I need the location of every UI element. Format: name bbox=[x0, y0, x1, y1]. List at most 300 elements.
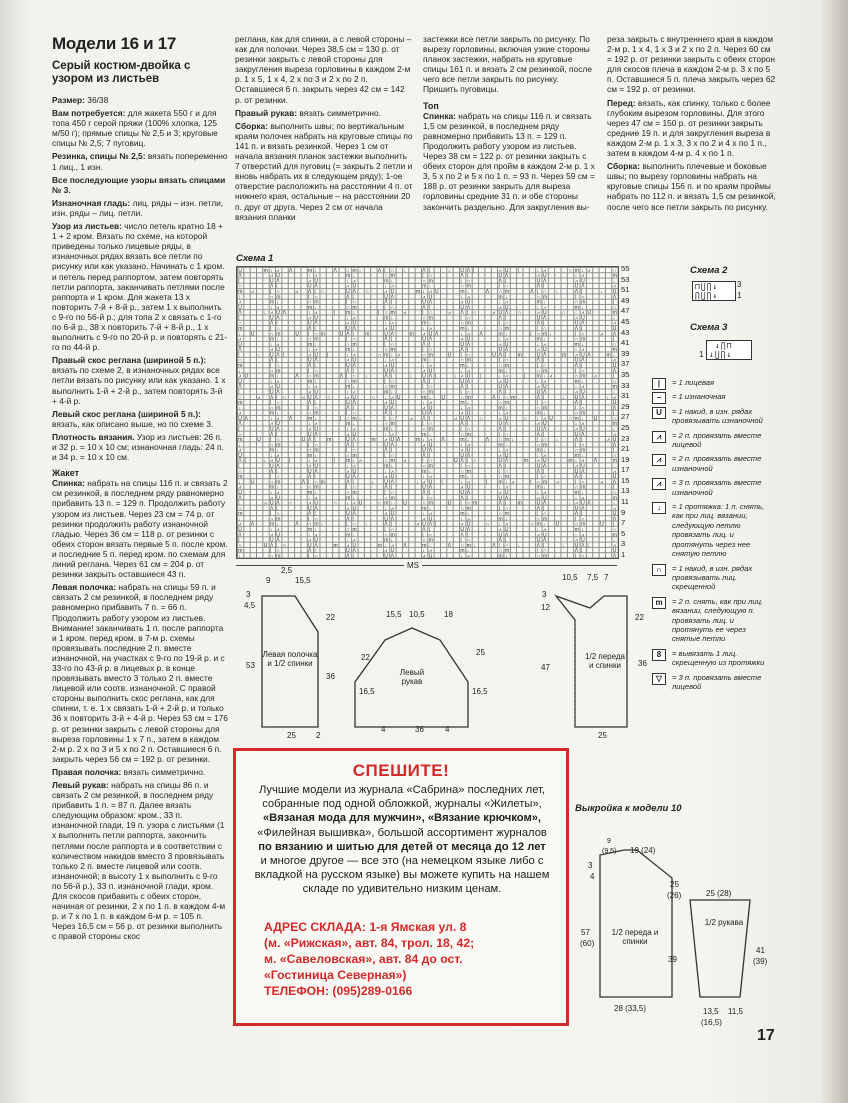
chart-stitch-symbol: ∩ bbox=[238, 431, 242, 438]
chart-stitch-symbol: ⩘ bbox=[390, 542, 394, 549]
chart-stitch-symbol: ↓ bbox=[352, 458, 355, 465]
chart-stitch-symbol: m bbox=[263, 267, 268, 274]
chart-stitch-symbol: m bbox=[574, 453, 579, 459]
chart-stitch-symbol: ∩ bbox=[562, 310, 566, 317]
chart-stitch-symbol: | bbox=[422, 532, 424, 539]
chart-stitch-symbol: | bbox=[384, 527, 386, 533]
chart-stitch-symbol: Λ bbox=[612, 368, 617, 375]
chart-stitch-symbol: ⩘ bbox=[346, 431, 349, 438]
chart-stitch-symbol: Λ bbox=[295, 373, 299, 380]
chart-stitch-symbol: | bbox=[314, 437, 316, 444]
chart-stitch-symbol: U bbox=[498, 532, 503, 539]
chart-stitch-symbol: Λ bbox=[536, 468, 540, 475]
chart-stitch-symbol: U bbox=[498, 310, 503, 317]
chart-stitch-symbol: ∩ bbox=[460, 357, 464, 364]
chart-stitch-symbol: ∩ bbox=[422, 500, 426, 507]
chart-stitch-symbol: ↓ bbox=[422, 548, 425, 555]
chart-stitch-symbol: | bbox=[238, 463, 240, 470]
legend-text: = 3 п. провязать вместе лицевой bbox=[672, 672, 762, 691]
chart-stitch-symbol: U bbox=[270, 352, 274, 359]
back-dim-2-5: 2,5 bbox=[281, 566, 293, 575]
chart-stitch-symbol: ∩ bbox=[270, 442, 274, 449]
chart-stitch-symbol: Λ bbox=[612, 294, 617, 301]
chart-stitch-symbol: | bbox=[276, 505, 278, 512]
chart-stitch-symbol: U bbox=[581, 278, 585, 285]
chart-stitch-symbol: ∩ bbox=[581, 368, 585, 375]
chart-stitch-symbol: ↓ bbox=[270, 453, 273, 459]
legend-text: = 2 п. провязать вместе изнаночной bbox=[672, 454, 762, 473]
chart-stitch-symbol: U bbox=[257, 437, 261, 444]
ad-address-line: АДРЕС СКЛАДА: 1-я Ямская ул. 8 bbox=[264, 920, 467, 934]
chart-stitch-symbol: Λ bbox=[270, 283, 274, 290]
top-dim-36: 36 bbox=[638, 659, 647, 668]
chart-stitch-symbol: ↓ bbox=[346, 278, 349, 285]
chart-stitch-symbol: ⩘ bbox=[612, 394, 616, 401]
chart-stitch-symbol: ∩ bbox=[473, 458, 477, 465]
chart-stitch-symbol: ↓ bbox=[263, 310, 267, 317]
chart-stitch-symbol: Λ bbox=[460, 495, 464, 502]
chart-stitch-symbol: ∩ bbox=[543, 437, 547, 444]
chart-stitch-symbol: U bbox=[238, 267, 242, 274]
chart-stitch-symbol: m bbox=[428, 315, 433, 322]
sleeve-dim-10-5: 10,5 bbox=[409, 610, 425, 619]
chart-stitch-symbol: ↓ bbox=[466, 474, 470, 481]
chart-stitch-symbol: ↓ bbox=[498, 299, 501, 306]
chart-stitch-symbol: | bbox=[466, 421, 469, 428]
chart-stitch-symbol: ↓ bbox=[574, 273, 578, 280]
chart-stitch-symbol: m bbox=[460, 289, 465, 295]
chart-stitch-symbol: ↓ bbox=[352, 347, 355, 354]
chart-stitch-symbol: U bbox=[384, 516, 388, 523]
chart-stitch-symbol: m bbox=[390, 273, 395, 280]
chart-stitch-symbol: ∩ bbox=[466, 537, 471, 544]
chart-stitch-symbol: ∩ bbox=[536, 516, 541, 523]
chart-stitch-symbol: Λ bbox=[466, 415, 471, 422]
chart-stitch-symbol: m bbox=[377, 542, 383, 549]
model10-title: Выкройка к модели 10 bbox=[575, 803, 682, 814]
chart-stitch-symbol: ∩ bbox=[346, 490, 350, 496]
chart-stitch-symbol: Λ bbox=[308, 400, 312, 407]
scheme-2-grid: ⊓⋃⋂↓ ⋂⋃⋂↓ bbox=[692, 281, 736, 301]
chart-stitch-symbol: ↓ bbox=[498, 336, 501, 343]
chart-stitch-symbol: ⩘ bbox=[276, 304, 280, 311]
chart-stitch-symbol: ⩘ bbox=[346, 468, 349, 475]
chart-stitch-symbol: ↓ bbox=[517, 542, 521, 549]
chart-stitch-symbol: Λ bbox=[504, 532, 509, 539]
top-back-label: Спинка: bbox=[423, 110, 456, 121]
chart-stitch-symbol: U bbox=[543, 310, 547, 317]
chart-stitch-symbol: m bbox=[314, 521, 319, 528]
chart-stitch-symbol: ↓ bbox=[555, 437, 559, 444]
chart-stitch-symbol: Λ bbox=[276, 537, 280, 544]
chart-stitch-symbol: ∩ bbox=[270, 294, 274, 301]
chart-stitch-symbol: U bbox=[428, 331, 433, 338]
back-dim-36: 36 bbox=[326, 672, 335, 681]
chart-stitch-symbol: ∩ bbox=[238, 542, 242, 549]
chart-stitch-symbol: ∩ bbox=[352, 373, 357, 380]
chart-stitch-symbol: ⩘ bbox=[428, 474, 432, 481]
chart-stitch-symbol: | bbox=[238, 389, 240, 396]
chart-stitch-symbol: | bbox=[346, 299, 348, 306]
chart-stitch-symbol: U bbox=[238, 453, 242, 459]
chart-stitch-symbol: U bbox=[612, 548, 617, 555]
chart-stitch-symbol: Λ bbox=[308, 289, 312, 295]
chart-stitch-symbol: ↓ bbox=[498, 373, 501, 380]
chart-stitch-symbol: m bbox=[517, 352, 522, 359]
chart-stitch-symbol: U bbox=[543, 532, 547, 539]
chart-stitch-symbol: U bbox=[536, 389, 541, 396]
chart-stitch-symbol: ⩘ bbox=[555, 479, 559, 486]
chart-stitch-symbol: U bbox=[504, 267, 509, 274]
chart-stitch-symbol: m bbox=[581, 299, 586, 306]
chart-stitch-symbol: ∩ bbox=[289, 500, 293, 507]
chart-stitch-symbol: m bbox=[612, 310, 617, 317]
chart-stitch-symbol: m bbox=[574, 490, 579, 496]
chart-stitch-symbol: ∩ bbox=[308, 484, 312, 491]
chart-stitch-symbol: ∩ bbox=[574, 373, 579, 380]
chart-stitch-symbol: Λ bbox=[314, 468, 318, 475]
chart-stitch-symbol: ⩘ bbox=[543, 415, 546, 422]
chart-stitch-symbol: | bbox=[422, 421, 424, 428]
chart-stitch-symbol: ⩘ bbox=[466, 405, 470, 412]
scheme-3-title: Схема 3 bbox=[690, 322, 728, 333]
ad-line: «Вязаная мода для мужчин», «Вязание крючком», bbox=[262, 812, 542, 825]
chart-stitch-symbol: ∩ bbox=[536, 368, 541, 375]
chart-stitch-symbol: m bbox=[543, 368, 548, 375]
m10-sleeve-dim-16-5: (16,5) bbox=[701, 1018, 722, 1027]
chart-stitch-symbol: | bbox=[460, 463, 462, 470]
chart-stitch-symbol: ↓ bbox=[390, 426, 394, 433]
chart-stitch-symbol: ∩ bbox=[498, 511, 503, 518]
chart-stitch-symbol: U bbox=[276, 532, 280, 539]
chart-stitch-symbol: ↓ bbox=[581, 490, 584, 496]
chart-row-number: 31 bbox=[621, 391, 630, 401]
chart-stitch-symbol: U bbox=[581, 537, 585, 544]
chart-stitch-symbol: ∩ bbox=[498, 400, 503, 407]
chart-stitch-symbol: ⩘ bbox=[390, 505, 394, 512]
chart-stitch-symbol: m bbox=[543, 331, 548, 338]
chart-stitch-symbol: Λ bbox=[308, 548, 312, 555]
chart-stitch-symbol: ↓ bbox=[314, 267, 317, 274]
chart-stitch-symbol: ↓ bbox=[466, 326, 470, 332]
chart-stitch-symbol: m bbox=[314, 447, 319, 454]
chart-stitch-symbol: U bbox=[441, 394, 446, 401]
chart-stitch-symbol: | bbox=[352, 368, 354, 375]
chart-stitch-symbol: m bbox=[384, 389, 389, 396]
chart-stitch-symbol: Λ bbox=[466, 527, 471, 533]
chart-stitch-symbol: m bbox=[473, 500, 478, 507]
chart-stitch-symbol: ⩘ bbox=[600, 479, 603, 486]
chart-stitch-symbol: ↓ bbox=[536, 490, 540, 496]
chart-stitch-symbol: ⩘ bbox=[536, 421, 540, 428]
chart-stitch-symbol: Λ bbox=[314, 431, 318, 438]
chart-stitch-symbol: U bbox=[574, 357, 579, 364]
chart-stitch-symbol: ⩘ bbox=[390, 394, 394, 401]
chart-stitch-symbol: m bbox=[276, 442, 281, 449]
chart-stitch-symbol: Λ bbox=[574, 474, 579, 481]
chart-stitch-symbol: ⩘ bbox=[384, 437, 388, 444]
chart-stitch-symbol: ∩ bbox=[612, 378, 617, 385]
chart-stitch-symbol: | bbox=[390, 484, 392, 491]
chart-stitch-symbol: Λ bbox=[504, 347, 509, 354]
chart-row-number: 5 bbox=[621, 528, 626, 538]
chart-stitch-symbol: ↓ bbox=[270, 490, 273, 496]
chart-stitch-symbol: ↓ bbox=[543, 336, 546, 343]
m10-dim-19: 19 (24) bbox=[630, 846, 656, 855]
chart-stitch-symbol: Λ bbox=[384, 484, 388, 491]
chart-stitch-symbol: Λ bbox=[295, 521, 299, 528]
chart-stitch-symbol: ⩘ bbox=[536, 384, 540, 391]
top-dim-25: 25 bbox=[598, 731, 607, 740]
chart-stitch-symbol: ⩘ bbox=[257, 394, 261, 401]
chart-stitch-symbol: | bbox=[536, 474, 538, 481]
chart-stitch-symbol: Λ bbox=[250, 521, 255, 528]
chart-stitch-symbol: m bbox=[390, 532, 395, 539]
chart-stitch-symbol: | bbox=[466, 310, 469, 317]
top-heading: Топ bbox=[423, 100, 439, 111]
chart-stitch-symbol: Λ bbox=[428, 373, 433, 380]
chart-stitch-symbol: | bbox=[314, 548, 316, 555]
chart-stitch-symbol: ⩘ bbox=[504, 521, 508, 528]
ad-address bbox=[264, 919, 554, 999]
chart-stitch-symbol: ∩ bbox=[270, 331, 274, 338]
chart-stitch-symbol: | bbox=[238, 315, 240, 322]
chart-stitch-symbol: ∩ bbox=[384, 273, 388, 280]
chart-stitch-symbol: ⩘ bbox=[466, 516, 470, 523]
chart-stitch-symbol: Λ bbox=[498, 278, 502, 285]
col2-text: реглана, как для спинки, а с левой стороны – как для полочки. Через 38,5 см = 130 р. от резинки закрыть с левой стороны для закругления выреза горловины в каждом 2-м р. 1 х 5, 1 х 4, 2 х по 3 и 2 х по 2 п. Оставшиеся 6 п. закрыть через 42 см = 142 р. от резинки. bbox=[235, 34, 412, 105]
ad-line: складе по удивительно низким ценам. bbox=[302, 883, 502, 896]
legend-text: = 1 лицевая bbox=[672, 378, 715, 387]
chart-stitch-symbol: ⩘ bbox=[581, 384, 584, 391]
chart-stitch-symbol: | bbox=[574, 331, 577, 338]
chart-stitch-symbol: ↓ bbox=[409, 373, 413, 380]
chart-stitch-symbol: m bbox=[574, 527, 579, 533]
chart-stitch-symbol: U bbox=[536, 537, 541, 544]
chart-row-number: 25 bbox=[621, 422, 630, 432]
chart-stitch-symbol: ∩ bbox=[536, 553, 541, 560]
chart-stitch-symbol: Λ bbox=[270, 505, 274, 512]
legend-symbol-icon: ▽ bbox=[652, 673, 666, 685]
chart-stitch-symbol: | bbox=[352, 553, 354, 560]
model10-sleeve-label: 1/2 рукава bbox=[704, 918, 744, 927]
chart-stitch-symbol: U bbox=[276, 310, 280, 317]
chart-stitch-symbol: ↓ bbox=[612, 500, 616, 507]
chart-stitch-symbol: ↓ bbox=[504, 405, 508, 412]
chart-stitch-symbol: Λ bbox=[543, 426, 547, 433]
chart-stitch-symbol: ∩ bbox=[276, 548, 280, 555]
chart-stitch-symbol: m bbox=[320, 331, 325, 338]
chart-stitch-symbol: ⩘ bbox=[346, 394, 349, 401]
chart-stitch-symbol: ↓ bbox=[238, 405, 241, 412]
chart-stitch-symbol: ↓ bbox=[466, 363, 470, 369]
chart-stitch-symbol: Λ bbox=[308, 326, 312, 332]
chart-stitch-symbol: ↓ bbox=[270, 378, 273, 385]
chart-stitch-symbol: ∩ bbox=[612, 527, 617, 533]
chart-stitch-symbol: m bbox=[346, 458, 351, 465]
chart-stitch-symbol: ∩ bbox=[276, 400, 280, 407]
chart-stitch-symbol: U bbox=[314, 352, 319, 359]
chart-stitch-symbol: ⩘ bbox=[422, 405, 426, 412]
chart-stitch-symbol: Λ bbox=[581, 394, 585, 401]
chart-stitch-symbol: Λ bbox=[581, 283, 585, 290]
chart-stitch-symbol: ↓ bbox=[466, 548, 470, 555]
m10-dim-25: 25 bbox=[670, 880, 679, 889]
chart-stitch-symbol: ⩘ bbox=[346, 283, 349, 290]
chart-stitch-symbol: ∩ bbox=[504, 468, 509, 475]
chart-stitch-symbol: | bbox=[574, 479, 577, 486]
chart-stitch-symbol: ∩ bbox=[460, 431, 464, 438]
ad-address-line: (м. «Рижская», авт. 84, трол. 18, 42; bbox=[264, 936, 475, 950]
chart-stitch-symbol: | bbox=[422, 273, 424, 280]
chart-stitch-symbol: ↓ bbox=[314, 453, 317, 459]
legend-text: = 1 изнаночная bbox=[672, 392, 726, 402]
chart-stitch-symbol: ↓ bbox=[555, 289, 559, 295]
chart-stitch-symbol: ∩ bbox=[504, 357, 509, 364]
chart-stitch-symbol: Λ bbox=[276, 278, 280, 285]
chart-stitch-symbol: ⩘ bbox=[428, 511, 432, 518]
chart-stitch-symbol: ⩘ bbox=[352, 278, 356, 285]
chart-stitch-symbol: Λ bbox=[352, 363, 356, 369]
chart-stitch-symbol: Λ bbox=[346, 516, 350, 523]
chart-stitch-symbol: ↓ bbox=[308, 421, 311, 428]
chart-row-number: 33 bbox=[621, 380, 630, 390]
chart-stitch-symbol: ∩ bbox=[536, 331, 541, 338]
chart-stitch-symbol: ⩘ bbox=[466, 442, 470, 449]
chart-stitch-symbol: m bbox=[498, 405, 503, 412]
purl-label: Изнаночная гладь: bbox=[52, 197, 131, 208]
chart-stitch-symbol: Λ bbox=[460, 310, 464, 317]
chart-stitch-symbol: | bbox=[536, 326, 538, 332]
chart-stitch-symbol: U bbox=[422, 521, 426, 528]
chart-stitch-symbol: U bbox=[460, 267, 465, 274]
chart-row-number: 3 bbox=[621, 539, 626, 549]
leaf-text: число петель кратно 18 + 1 + 2 кром. Вязать по схеме, на которой приведены только лицевые ряды, в изнаночных рядах вязать все петли по рисунку или как указано. Начинать с 1 кром. и петель перед раппортом, затем повторять петли раппорта, заканчивать петлями после раппорта и 1 кром. Для жакета 13 х повторить 7-й + 8-й р., затем 1 х выполнить с 9-го по 56-й р.; для топа 2 х связать с 1-го по 6-й р., 38 х повторить 7-й + 8-й р., 1 х выполнить с 9-го по 20-й р. и повторять с 21-го по 44-й р. bbox=[52, 221, 228, 353]
chart-stitch-symbol: m bbox=[270, 447, 275, 454]
chart-stitch-symbol: Λ bbox=[390, 442, 394, 449]
chart-stitch-symbol: U bbox=[346, 363, 350, 369]
chart-stitch-symbol: ⩘ bbox=[498, 267, 502, 274]
chart-stitch-symbol: U bbox=[587, 310, 592, 317]
chart-stitch-symbol: m bbox=[504, 289, 510, 295]
chart-stitch-symbol: ⩘ bbox=[466, 368, 470, 375]
advertisement-box bbox=[233, 748, 569, 1026]
chart-stitch-symbol: ⩘ bbox=[422, 331, 426, 338]
chart-stitch-symbol: Λ bbox=[498, 352, 502, 359]
chart-stitch-symbol: U bbox=[492, 352, 496, 359]
chart-stitch-symbol: | bbox=[346, 373, 348, 380]
chart-row-number: 29 bbox=[621, 401, 630, 411]
chart-stitch-symbol: ⩘ bbox=[270, 421, 273, 428]
chart-stitch-symbol: m bbox=[543, 479, 548, 486]
chart-stitch-symbol: ⩘ bbox=[536, 310, 540, 317]
chart-stitch-symbol: | bbox=[536, 548, 538, 555]
chart-stitch-symbol: ⩘ bbox=[422, 368, 426, 375]
chart-stitch-symbol: ⩘ bbox=[314, 310, 318, 317]
chart-stitch-symbol: ↓ bbox=[574, 421, 578, 428]
chart-stitch-symbol: ↓ bbox=[498, 410, 501, 417]
chart-stitch-symbol: ∩ bbox=[346, 453, 350, 459]
chart-stitch-symbol: ↓ bbox=[460, 331, 463, 338]
chart-stitch-symbol: | bbox=[333, 458, 335, 465]
chart-stitch-symbol: ↓ bbox=[504, 442, 508, 449]
chart-stitch-symbol: U bbox=[308, 357, 312, 364]
chart-stitch-symbol: m bbox=[517, 500, 522, 507]
chart-stitch-symbol: | bbox=[352, 442, 354, 449]
chart-stitch-symbol: m bbox=[574, 341, 579, 348]
chart-stitch-symbol: ∩ bbox=[384, 310, 388, 317]
chart-stitch-symbol: U bbox=[314, 463, 319, 470]
chart-stitch-symbol: | bbox=[581, 548, 583, 555]
chart-stitch-symbol: ∩ bbox=[460, 542, 464, 549]
chart-stitch-symbol: m bbox=[498, 442, 503, 449]
chart-stitch-symbol: ∩ bbox=[568, 267, 572, 274]
back-dim-2: 2 bbox=[316, 731, 321, 740]
chart-stitch-symbol: U bbox=[460, 304, 465, 311]
chart-stitch-symbol: ∩ bbox=[543, 548, 547, 555]
chart-stitch-symbol: ↓ bbox=[574, 310, 578, 317]
chart-stitch-symbol: ↓ bbox=[422, 326, 425, 332]
right-sleeve-text: вязать симметрично. bbox=[299, 107, 381, 118]
chart-stitch-symbol: Λ bbox=[581, 542, 585, 549]
chart-stitch-symbol: | bbox=[441, 479, 443, 486]
chart-row-number: 19 bbox=[621, 454, 630, 464]
chart-stitch-symbol: ∩ bbox=[352, 521, 357, 528]
chart-stitch-symbol: Λ bbox=[384, 299, 388, 306]
chart-stitch-symbol: ⩘ bbox=[238, 299, 242, 306]
chart-stitch-symbol: ↓ bbox=[536, 527, 540, 533]
chart-stitch-symbol: Λ bbox=[543, 389, 547, 396]
chart-stitch-symbol: m bbox=[384, 315, 389, 322]
chart-stitch-symbol: ⩘ bbox=[390, 320, 394, 327]
chart-stitch-symbol: ↓ bbox=[238, 368, 241, 375]
chart-stitch-symbol: U bbox=[466, 447, 471, 454]
top-schematic-label: 1/2 переда и спинки bbox=[585, 652, 625, 670]
chart-stitch-symbol: ∩ bbox=[352, 447, 357, 454]
chart-stitch-symbol: ∩ bbox=[270, 405, 274, 412]
chart-stitch-symbol: ↓ bbox=[574, 384, 578, 391]
chart-stitch-symbol: ∩ bbox=[314, 294, 318, 301]
chart-stitch-symbol: ∩ bbox=[352, 410, 357, 417]
chart-stitch-symbol: m bbox=[466, 357, 471, 364]
chart-stitch-symbol: U bbox=[498, 458, 503, 465]
legend-symbol-icon: ⩘ bbox=[652, 431, 666, 443]
chart-stitch-symbol: U bbox=[270, 537, 274, 544]
chart-stitch-symbol: U bbox=[308, 394, 312, 401]
chart-stitch-symbol: ⩘ bbox=[498, 527, 502, 533]
chart-stitch-symbol: Λ bbox=[460, 347, 464, 354]
chart-stitch-symbol: U bbox=[428, 479, 433, 486]
chart-stitch-symbol: ∩ bbox=[574, 521, 579, 528]
chart-stitch-symbol: Λ bbox=[270, 357, 274, 364]
chart-stitch-symbol: Λ bbox=[238, 384, 242, 391]
chart-stitch-symbol: m bbox=[384, 352, 389, 359]
chart-stitch-symbol: Λ bbox=[504, 421, 509, 428]
chart-stitch-symbol: U bbox=[435, 289, 439, 295]
chart-stitch-symbol: U bbox=[403, 500, 407, 507]
chart-stitch-symbol: U bbox=[346, 511, 350, 518]
chart-stitch-symbol: m bbox=[536, 447, 541, 454]
chart-stitch-symbol: ↓ bbox=[498, 484, 501, 491]
chart-stitch-symbol: ↓ bbox=[581, 527, 584, 533]
chart-stitch-symbol: Λ bbox=[441, 437, 445, 444]
chart-stitch-symbol: Λ bbox=[574, 363, 579, 369]
chart-stitch-symbol: m bbox=[498, 479, 503, 486]
chart-stitch-symbol: ⩘ bbox=[270, 532, 273, 539]
chart-stitch-symbol: ⩘ bbox=[504, 373, 508, 380]
legend-symbol-icon: m bbox=[652, 597, 666, 609]
chart-stitch-symbol: ↓ bbox=[314, 304, 317, 311]
